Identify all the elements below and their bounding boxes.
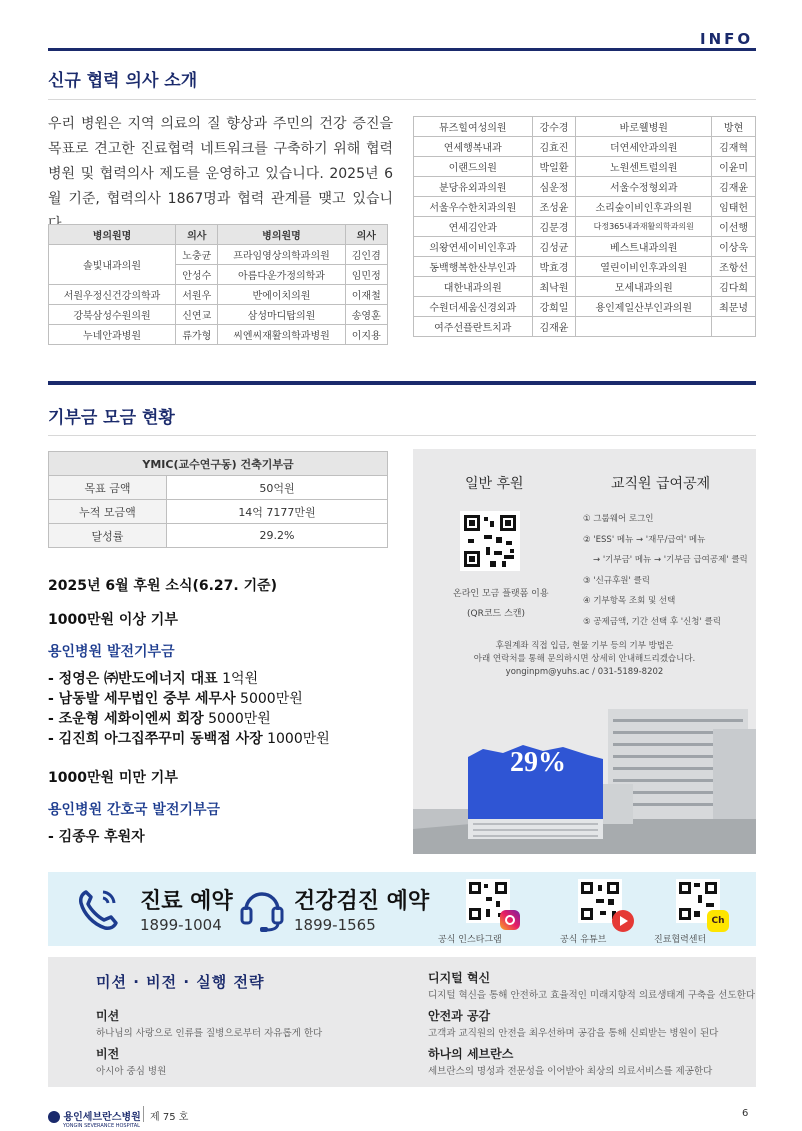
table-title: YMIC(교수연구동) 건축기부금 bbox=[49, 452, 388, 476]
contact-note: 아래 연락처를 통해 문의하시면 상세히 안내해드리겠습니다. bbox=[473, 654, 696, 664]
vision-text: 아시아 중심 병원 bbox=[96, 1066, 167, 1077]
table-cell: 동백행복한산부인과 bbox=[414, 257, 533, 277]
donor-item bbox=[48, 709, 398, 729]
payroll-donation-title: 교직원 급여공제 bbox=[611, 476, 711, 492]
table-header-row bbox=[49, 452, 388, 476]
column-header: 의사 bbox=[345, 225, 388, 245]
table-row bbox=[414, 157, 756, 177]
footer-divider bbox=[143, 1106, 144, 1122]
news-heading: 2025년 6월 후원 소식(6.27. 기준) bbox=[48, 578, 278, 594]
donor-name: - 김종우 후원자 bbox=[48, 829, 145, 845]
achievement-percent: 29% bbox=[510, 747, 566, 778]
mission-title: 미션 · 비전 · 실행 전략 bbox=[96, 973, 265, 991]
table-cell: 이랜드의원 bbox=[414, 157, 533, 177]
issue-number: 제 75 호 bbox=[150, 1112, 189, 1123]
table-cell: 조성윤 bbox=[532, 197, 576, 217]
logo-en: YONGIN SEVERANCE HOSPITAL bbox=[63, 1123, 140, 1129]
qr-code-icon[interactable] bbox=[460, 511, 520, 571]
table-row bbox=[414, 217, 756, 237]
qr-caption-instagram: 공식 인스타그램 bbox=[438, 935, 502, 945]
table-cell: 임민정 bbox=[345, 265, 388, 285]
reservation-title: 진료 예약 bbox=[140, 889, 233, 914]
contact-band bbox=[48, 872, 756, 946]
table-row bbox=[414, 257, 756, 277]
donor-name: - 정영은 ㈜반도에너지 대표 bbox=[48, 671, 218, 687]
table-cell: 달성률 bbox=[49, 524, 167, 548]
table-cell: 김재윤 bbox=[532, 317, 576, 337]
checkup-title: 건강검진 예약 bbox=[294, 889, 430, 914]
donor-amount: 5000만원 bbox=[203, 711, 271, 727]
table-cell: 심운정 bbox=[532, 177, 576, 197]
doctor-table-left bbox=[48, 224, 388, 345]
checkup-phone[interactable]: 1899-1565 bbox=[294, 916, 376, 934]
table-cell: 솔빛내과의원 bbox=[49, 245, 176, 285]
column-header: 병의원명 bbox=[49, 225, 176, 245]
table-cell: 안성수 bbox=[176, 265, 218, 285]
table-cell: 노충균 bbox=[176, 245, 218, 265]
table-cell: 김재윤 bbox=[712, 177, 756, 197]
table-row bbox=[49, 500, 388, 524]
table-cell: 반에이치의원 bbox=[218, 285, 345, 305]
table-row bbox=[49, 476, 388, 500]
table-row bbox=[49, 524, 388, 548]
table-row bbox=[414, 317, 756, 337]
donor-name: - 김진희 아그집쭈꾸미 동백점 사장 bbox=[48, 731, 263, 747]
strategy-text: 디지털 혁신을 통해 안전하고 효율적인 미래지향적 의료생태계 구축을 선도한다 bbox=[428, 990, 756, 1001]
table-cell: 연세김안과 bbox=[414, 217, 533, 237]
table-cell: 최낙원 bbox=[532, 277, 576, 297]
table-row bbox=[49, 325, 388, 345]
table-cell: 이선행 bbox=[712, 217, 756, 237]
donor-amount: 1억원 bbox=[217, 671, 259, 687]
divider bbox=[48, 99, 756, 100]
table-cell: 서원우정신건강의학과 bbox=[49, 285, 176, 305]
strategy-heading: 하나의 세브란스 bbox=[428, 1047, 514, 1061]
donor-item bbox=[48, 669, 398, 689]
instagram-icon[interactable] bbox=[500, 910, 520, 930]
table-cell: 이재철 bbox=[345, 285, 388, 305]
donor-name: - 조운형 세화이엔씨 회장 bbox=[48, 711, 204, 727]
table-cell: 서울수정형외과 bbox=[576, 177, 712, 197]
table-cell: 29.2% bbox=[167, 524, 388, 548]
table-row bbox=[414, 177, 756, 197]
table-cell: 분당유외과의원 bbox=[414, 177, 533, 197]
table-cell: 50억원 bbox=[167, 476, 388, 500]
table-row bbox=[414, 237, 756, 257]
vision-heading: 비전 bbox=[96, 1047, 120, 1061]
payroll-step: ④ 기부항목 조회 및 선택 bbox=[583, 596, 676, 606]
table-cell bbox=[576, 317, 712, 337]
table-cell: 뮤즈힐여성의원 bbox=[414, 117, 533, 137]
donor-list bbox=[48, 669, 398, 749]
column-header: 의사 bbox=[176, 225, 218, 245]
table-cell: 누적 모금액 bbox=[49, 500, 167, 524]
group-title: 1000만원 미만 기부 bbox=[48, 770, 178, 786]
table-cell: 연세행복내과 bbox=[414, 137, 533, 157]
table-cell: 프라임영상의학과의원 bbox=[218, 245, 345, 265]
strategy-text: 고객과 교직원의 안전을 최우선하며 공감을 통해 신뢰받는 병원이 된다 bbox=[428, 1028, 719, 1039]
contact-note: 후원계좌 직접 입금, 현물 기부 등의 기부 방법은 bbox=[495, 641, 674, 651]
column-header: 병의원명 bbox=[218, 225, 345, 245]
table-cell: 삼성마디탑의원 bbox=[218, 305, 345, 325]
table-row bbox=[49, 245, 388, 265]
table-row bbox=[414, 197, 756, 217]
qr-caption-youtube: 공식 유튜브 bbox=[560, 935, 607, 945]
donation-table bbox=[48, 451, 388, 548]
payroll-steps bbox=[583, 509, 748, 632]
table-cell: 강북삼성수원의원 bbox=[49, 305, 176, 325]
mission-heading: 미션 bbox=[96, 1009, 120, 1023]
table-row bbox=[414, 277, 756, 297]
table-cell: 박일환 bbox=[532, 157, 576, 177]
general-donation-title: 일반 후원 bbox=[465, 476, 524, 492]
divider bbox=[48, 435, 756, 436]
contact-email-phone: yonginpm@yuhs.ac / 031-5189-8202 bbox=[505, 667, 664, 677]
donor-amount: 1000만원 bbox=[262, 731, 330, 747]
table-header-row bbox=[49, 225, 388, 245]
table-cell: 씨엔씨재활의학과병원 bbox=[218, 325, 345, 345]
donation-news bbox=[48, 575, 398, 847]
table-cell: 누네안과병원 bbox=[49, 325, 176, 345]
payroll-step: → '기부금' 메뉴 → '기부금 급여공제' 클릭 bbox=[593, 555, 748, 565]
fund-name: 용인병원 간호국 발전기부금 bbox=[48, 802, 221, 818]
youtube-icon[interactable] bbox=[612, 910, 634, 932]
table-cell: 노원센트럴의원 bbox=[576, 157, 712, 177]
payroll-step: ① 그룹웨어 로그인 bbox=[583, 514, 654, 524]
table-cell: 김인겸 bbox=[345, 245, 388, 265]
qr-caption: 온라인 모금 플랫폼 이용 bbox=[453, 589, 549, 599]
table-cell: 방현 bbox=[712, 117, 756, 137]
table-cell: 다정365내과재활의학과의원 bbox=[576, 217, 712, 237]
page-number: 6 bbox=[742, 1108, 749, 1119]
table-cell: 신연교 bbox=[176, 305, 218, 325]
table-cell: 조항선 bbox=[712, 257, 756, 277]
section-title-donations: 기부금 모금 현황 bbox=[48, 408, 175, 428]
table-cell: 소리숲이비인후과의원 bbox=[576, 197, 712, 217]
table-row bbox=[414, 117, 756, 137]
table-cell: 류가형 bbox=[176, 325, 218, 345]
logo-text: 용인세브란스병원 bbox=[63, 1112, 141, 1123]
logo-emblem-icon bbox=[48, 1111, 60, 1123]
table-cell: 의왕연세이비인후과 bbox=[414, 237, 533, 257]
table-cell: 김문경 bbox=[532, 217, 576, 237]
mission-box bbox=[48, 957, 756, 1087]
table-cell: 강희일 bbox=[532, 297, 576, 317]
table-row bbox=[414, 297, 756, 317]
qr-caption: (QR코드 스캔) bbox=[467, 609, 525, 619]
table-cell: 서울우수한치과의원 bbox=[414, 197, 533, 217]
table-cell: 대한내과의원 bbox=[414, 277, 533, 297]
table-cell: 김다희 bbox=[712, 277, 756, 297]
table-cell: 김효진 bbox=[532, 137, 576, 157]
donor-item bbox=[48, 827, 398, 847]
table-cell: 박효경 bbox=[532, 257, 576, 277]
donation-info-panel bbox=[413, 449, 756, 854]
payroll-step: ⑤ 공제금액, 기간 선택 후 '신청' 클릭 bbox=[583, 616, 721, 627]
donor-item bbox=[48, 689, 398, 709]
table-cell: 김성균 bbox=[532, 237, 576, 257]
section-label: INFO bbox=[700, 30, 754, 48]
intro-paragraph: 우리 병원은 지역 의료의 질 향상과 주민의 건강 증진을 목표로 견고한 진료협력 네트워크를 구축하기 위해 협력병원 및 협력의사 제도를 운영하고 있습니다. 2025년 6월 기준, 협력의사 1867명과 협력 관계를 맺고 있습니 bbox=[48, 116, 393, 207]
header-rule bbox=[48, 48, 756, 51]
table-cell: 베스트내과의원 bbox=[576, 237, 712, 257]
table-cell: 모세내과의원 bbox=[576, 277, 712, 297]
section-title-new-doctors: 신규 협력 의사 소개 bbox=[48, 71, 198, 91]
table-cell: 강수경 bbox=[532, 117, 576, 137]
donor-amount: 5000만원 bbox=[235, 691, 303, 707]
table-cell: 이상욱 bbox=[712, 237, 756, 257]
table-cell: 송영훈 bbox=[345, 305, 388, 325]
table-cell: 바로웰병원 bbox=[576, 117, 712, 137]
table-cell: 열린이비인후과의원 bbox=[576, 257, 712, 277]
table-cell: 김재혁 bbox=[712, 137, 756, 157]
qr-caption-kakao: 진료협력센터 bbox=[654, 935, 707, 945]
payroll-step: ② 'ESS' 메뉴 → '재무/급여' 메뉴 bbox=[583, 534, 706, 545]
table-cell: 아름다운가정의학과 bbox=[218, 265, 345, 285]
phone-icon bbox=[76, 886, 120, 932]
table-cell: 수원더세움신경외과 bbox=[414, 297, 533, 317]
table-cell: 목표 금액 bbox=[49, 476, 167, 500]
building-illustration bbox=[413, 689, 756, 854]
table-cell: 이윤미 bbox=[712, 157, 756, 177]
doctor-table-right bbox=[413, 116, 756, 337]
reservation-phone[interactable]: 1899-1004 bbox=[140, 916, 222, 934]
table-cell bbox=[712, 317, 756, 337]
table-cell: 14억 7177만원 bbox=[167, 500, 388, 524]
table-cell: 임태헌 bbox=[712, 197, 756, 217]
hospital-logo bbox=[48, 1108, 141, 1129]
table-row bbox=[49, 305, 388, 325]
donor-item bbox=[48, 729, 398, 749]
strategy-heading: 디지털 혁신 bbox=[428, 971, 491, 985]
table-cell: 여주선플란트치과 bbox=[414, 317, 533, 337]
table-cell: 더연세안과의원 bbox=[576, 137, 712, 157]
mission-text: 하나님의 사랑으로 인류를 질병으로부터 자유롭게 한다 bbox=[96, 1028, 323, 1039]
table-cell: 최문녕 bbox=[712, 297, 756, 317]
headset-icon bbox=[238, 884, 286, 934]
table-row bbox=[49, 285, 388, 305]
payroll-step: ③ '신규후원' 클릭 bbox=[583, 575, 650, 586]
section-divider bbox=[48, 381, 756, 385]
donor-name: - 남동발 세무법인 중부 세무사 bbox=[48, 691, 236, 707]
donor-list bbox=[48, 827, 398, 847]
fund-name: 용인병원 발전기부금 bbox=[48, 644, 175, 660]
table-cell: 용인제일산부인과의원 bbox=[576, 297, 712, 317]
strategy-text: 세브란스의 명성과 전문성을 이어받아 최상의 의료서비스를 제공한다 bbox=[428, 1066, 713, 1077]
table-row bbox=[414, 137, 756, 157]
table-cell: 서원우 bbox=[176, 285, 218, 305]
strategy-heading: 안전과 공감 bbox=[428, 1009, 491, 1023]
table-cell: 이지용 bbox=[345, 325, 388, 345]
group-title: 1000만원 이상 기부 bbox=[48, 612, 178, 628]
kakao-channel-icon[interactable]: Ch bbox=[707, 910, 729, 932]
